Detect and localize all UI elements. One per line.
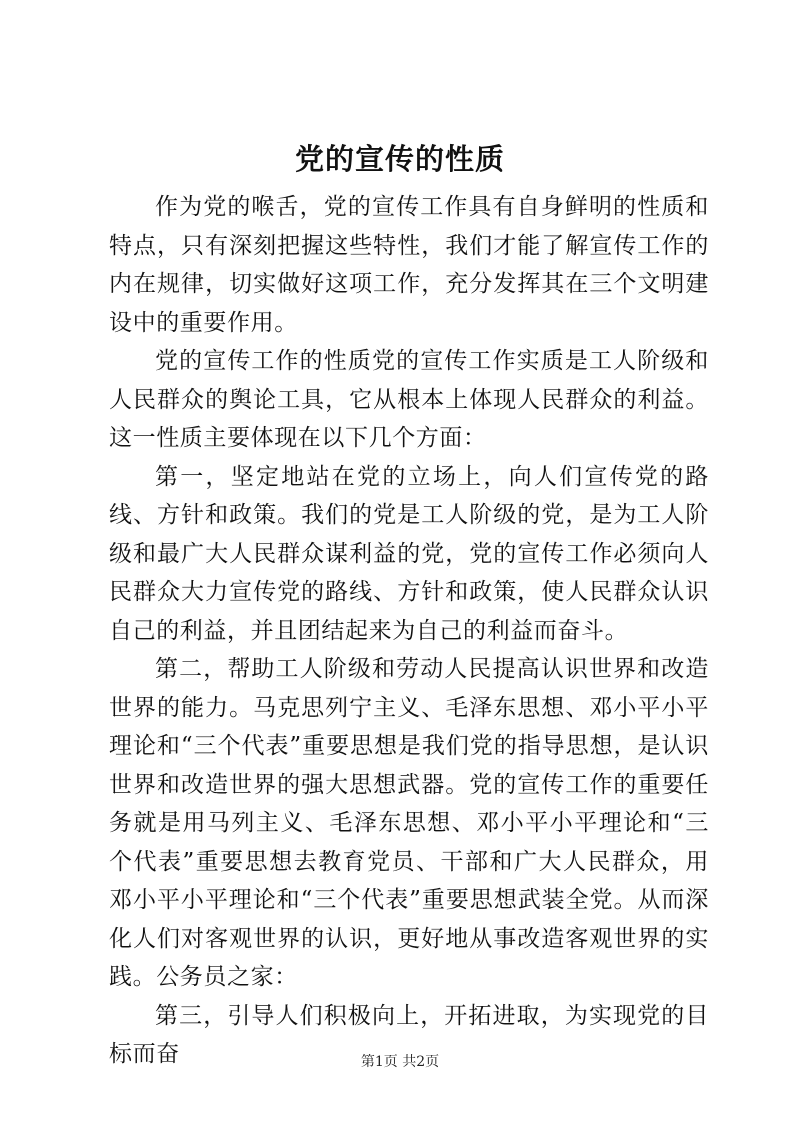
page-footer: 第1页 共2页: [360, 1054, 440, 1070]
paragraph-third: 第三，引导人们积极向上，开拓进取，为实现党的目标而奋: [109, 1002, 709, 1067]
document-title: 党的宣传的性质: [294, 142, 505, 176]
paragraph-nature: 党的宣传工作的性质党的宣传工作实质是工人阶级和人民群众的舆论工具，它从根本上体现人民群众的利益。这一性质主要体现在以下几个方面：: [109, 348, 709, 451]
paragraph-first: 第一，坚定地站在党的立场上，向人们宣传党的路线、方针和政策。我们的党是工人阶级的党，是为工人阶级和最广大人民群众谋利益的党，党的宣传工作必须向人民群众大力宣传党的路线、方针和政策，使人民群众认识自己的利益，并且团结起来为自己的利益而奋斗。: [109, 463, 709, 644]
document-body: [109, 188, 709, 1074]
paragraph-intro: 作为党的喉舌，党的宣传工作具有自身鲜明的性质和特点，只有深刻把握这些特性，我们才能了解宣传工作的内在规律，切实做好这项工作，充分发挥其在三个文明建设中的重要作用。: [109, 194, 709, 336]
paragraph-second: 第二，帮助工人阶级和劳动人民提高认识世界和改造世界的能力。马克思列宁主义、毛泽东思想、邓小平小平理论和“三个代表”重要思想是我们党的指导思想，是认识世界和改造世界的强大思想武器。党的宣传工作的重要任务就是用马列主义、毛泽东思想、邓小平小平理论和“三个代表”重要思想去教育党员、干部和广大人民群众，用邓小平小平理论和“三个代表”重要思想武装全党。从而深化人们对客观世界的认识，更好地从事改造客观世界的实践。公务员之家：: [109, 656, 709, 990]
